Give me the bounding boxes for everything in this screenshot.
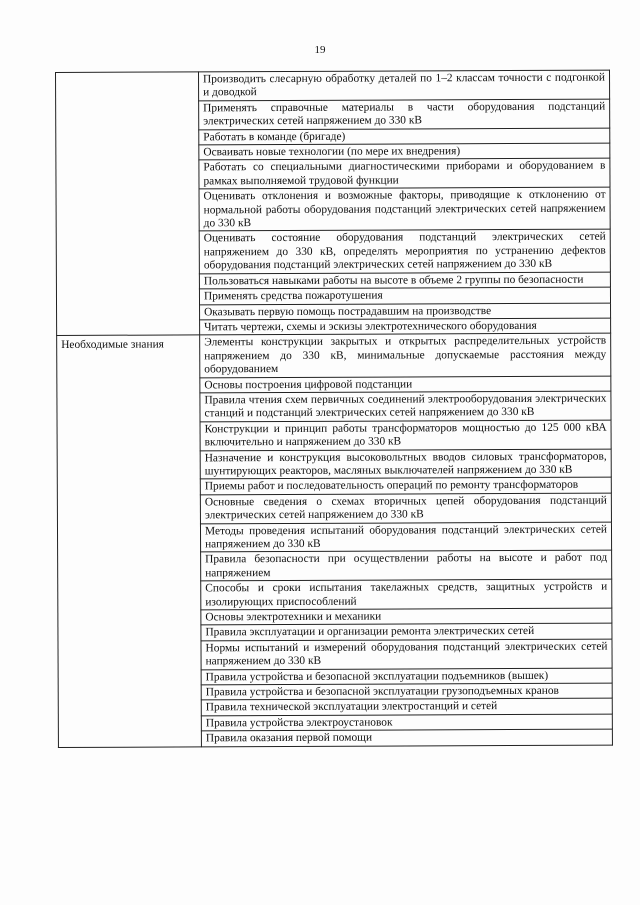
skill-item: Пользоваться навыками работы на высоте в объеме 2 группы по безопасности xyxy=(199,272,610,289)
knowledge-item: Правила устройства электроустановок xyxy=(201,714,612,731)
knowledge-item: Назначение и конструкция высоковольтных вводов силовых трансформаторов, шунтирующих реакторов, масляных выключателей напряжением до 330 кВ xyxy=(200,449,611,480)
knowledge-item: Способы и сроки испытания такелажных средств, защитных устройств и изолирующих приспособлений xyxy=(201,579,612,610)
knowledge-item: Правила чтения схем первичных соединений электрооборудования электрических станций и подстанций электрических сетей напряжением до 330 кВ xyxy=(200,391,611,422)
skills-label-cell xyxy=(56,72,200,336)
table-row xyxy=(56,70,610,101)
knowledge-item: Основы электротехники и механики xyxy=(201,608,612,625)
table-row xyxy=(57,333,611,378)
knowledge-item: Основные сведения о схемах вторичных цепей оборудования подстанций электрических сетей напряжением до 330 кВ xyxy=(200,493,611,524)
knowledge-item: Правила оказания первой помощи xyxy=(201,729,612,746)
skill-item: Оценивать состояние оборудования подстанций электрических сетей напряжением до 330 кВ, определять мероприятия по устранению дефектов оборудования подстанций электрических сетей напряжением до 330 кВ xyxy=(199,230,610,274)
knowledge-item: Правила безопасности при осуществлении работы на высоте и работ под напряжением xyxy=(201,550,612,581)
knowledge-item: Правила технической эксплуатации электростанций и сетей xyxy=(201,699,612,716)
knowledge-item: Правила устройства и безопасной эксплуатации грузоподъемных кранов xyxy=(201,683,612,700)
knowledge-item: Конструкции и принцип работы трансформаторов мощностью до 125 000 кВА включительно и напряжением до 330 кВ xyxy=(200,420,611,451)
knowledge-label: Необходимые знания xyxy=(61,338,164,352)
knowledge-item: Правила эксплуатации и организации ремонта электрических сетей xyxy=(201,624,612,641)
skill-item: Работать в команде (бригаде) xyxy=(199,128,610,145)
knowledge-item: Основы построения цифровой подстанции xyxy=(200,376,611,393)
skill-item: Читать чертежи, схемы и эскизы электротехнического оборудования xyxy=(200,318,611,335)
knowledge-label-cell xyxy=(57,335,202,747)
skill-item: Применять справочные материалы в части оборудования подстанций электрических сетей напряжением до 330 кВ xyxy=(199,99,610,130)
skill-item: Оценивать отклонения и возможные факторы, приводящие к отклонению от нормальной работы оборудования подстанций электрических сетей напряжением до 330 кВ xyxy=(199,187,610,231)
page-number: 19 xyxy=(314,44,326,56)
skill-item: Производить слесарную обработку деталей по 1–2 классам точности с подгонкой и доводкой xyxy=(199,70,610,101)
skill-item: Оказывать первую помощь пострадавшим на производстве xyxy=(200,303,611,320)
knowledge-item: Правила устройства и безопасной эксплуатации подъемников (вышек) xyxy=(201,668,612,685)
knowledge-item: Методы проведения испытаний оборудования подстанций электрических сетей напряжением до 330 кВ xyxy=(200,522,611,553)
skill-item: Применять средства пожаротушения xyxy=(199,287,610,304)
skill-item: Работать со специальными диагностическими приборами и оборудованием в рамках выполняемой трудовой функции xyxy=(199,159,610,190)
knowledge-item: Элементы конструкции закрытых и открытых распределительных устройств напряжением до 330 кВ, минимальные допускаемые расстояния между оборудованием xyxy=(200,333,611,377)
requirements-table xyxy=(55,70,613,748)
skill-item: Осваивать новые технологии (по мере их внедрения) xyxy=(199,143,610,160)
knowledge-item: Приемы работ и последовательность операций по ремонту трансформаторов xyxy=(200,477,611,494)
knowledge-item: Нормы испытаний и измерений оборудования подстанций электрических сетей напряжением до 330 кВ xyxy=(201,639,612,670)
